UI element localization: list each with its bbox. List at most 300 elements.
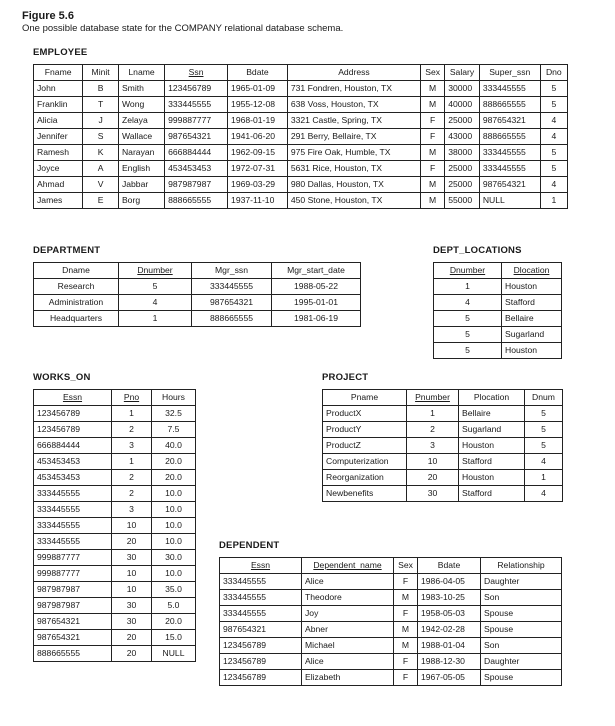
employee-table-title: EMPLOYEE bbox=[33, 47, 88, 58]
table-row bbox=[34, 566, 196, 582]
table-cell: M bbox=[394, 638, 418, 654]
table-cell: 888665555 bbox=[165, 193, 228, 209]
table-row bbox=[34, 177, 568, 193]
table-cell: 2 bbox=[112, 470, 152, 486]
table-cell: Son bbox=[481, 590, 562, 606]
table-row bbox=[34, 161, 568, 177]
column-header: Mgr_ssn bbox=[192, 263, 272, 279]
table-cell: Headquarters bbox=[34, 311, 119, 327]
table-cell: Jennifer bbox=[34, 129, 83, 145]
table-row bbox=[34, 97, 568, 113]
table-cell: 975 Fire Oak, Humble, TX bbox=[287, 145, 420, 161]
column-header: Hours bbox=[152, 390, 196, 406]
table-cell: 5 bbox=[540, 81, 567, 97]
header-row bbox=[323, 390, 563, 406]
table-cell: Joyce bbox=[34, 161, 83, 177]
table-row bbox=[34, 518, 196, 534]
table-cell: 453453453 bbox=[165, 161, 228, 177]
table-cell: F bbox=[394, 606, 418, 622]
table-row bbox=[34, 630, 196, 646]
works-on-table-title: WORKS_ON bbox=[33, 372, 91, 383]
table-cell: 987654321 bbox=[192, 295, 272, 311]
table-cell: 333445555 bbox=[479, 81, 540, 97]
table-cell: Son bbox=[481, 638, 562, 654]
header-row bbox=[34, 263, 361, 279]
table-cell: 333445555 bbox=[34, 534, 112, 550]
table-cell: 3 bbox=[112, 502, 152, 518]
table-cell: NULL bbox=[152, 646, 196, 662]
table-cell: 30000 bbox=[445, 81, 480, 97]
table-cell: 55000 bbox=[445, 193, 480, 209]
table-cell: 1 bbox=[119, 311, 192, 327]
table-cell: T bbox=[83, 97, 119, 113]
table-row bbox=[434, 343, 562, 359]
employee-table bbox=[33, 64, 568, 209]
table-cell: F bbox=[394, 670, 418, 686]
table-cell: 3321 Castle, Spring, TX bbox=[287, 113, 420, 129]
table-cell: Administration bbox=[34, 295, 119, 311]
table-row bbox=[434, 279, 562, 295]
table-cell: 2 bbox=[407, 422, 459, 438]
table-cell: 1968-01-19 bbox=[228, 113, 288, 129]
table-cell: 20 bbox=[112, 646, 152, 662]
table-row bbox=[34, 81, 568, 97]
dept-locations-table bbox=[433, 262, 562, 359]
column-header: Relationship bbox=[481, 558, 562, 574]
table-cell: 35.0 bbox=[152, 582, 196, 598]
table-cell: 987654321 bbox=[34, 630, 112, 646]
table-row bbox=[34, 598, 196, 614]
table-cell: 25000 bbox=[445, 177, 480, 193]
table-row bbox=[220, 670, 562, 686]
table-cell: 1967-05-05 bbox=[418, 670, 481, 686]
column-header: Dlocation bbox=[502, 263, 562, 279]
table-row bbox=[220, 638, 562, 654]
table-cell: 30 bbox=[112, 598, 152, 614]
table-cell: 888665555 bbox=[479, 129, 540, 145]
table-cell: 40000 bbox=[445, 97, 480, 113]
table-cell: Ahmad bbox=[34, 177, 83, 193]
table-row bbox=[220, 606, 562, 622]
table-cell: 1 bbox=[112, 454, 152, 470]
table-cell: M bbox=[421, 81, 445, 97]
table-cell: 123456789 bbox=[220, 670, 302, 686]
table-cell: 10 bbox=[112, 582, 152, 598]
table-cell: 10 bbox=[407, 454, 459, 470]
table-cell: 333445555 bbox=[192, 279, 272, 295]
table-cell: 4 bbox=[434, 295, 502, 311]
table-cell: 333445555 bbox=[220, 574, 302, 590]
table-cell: Theodore bbox=[302, 590, 394, 606]
table-cell: A bbox=[83, 161, 119, 177]
table-cell: 20.0 bbox=[152, 454, 196, 470]
table-cell: 1972-07-31 bbox=[228, 161, 288, 177]
table-cell: Elizabeth bbox=[302, 670, 394, 686]
table-cell: Smith bbox=[118, 81, 164, 97]
table-cell: 987654321 bbox=[220, 622, 302, 638]
header-row bbox=[34, 65, 568, 81]
table-cell: Research bbox=[34, 279, 119, 295]
header-row bbox=[34, 390, 196, 406]
table-cell: 1988-01-04 bbox=[418, 638, 481, 654]
table-cell: 333445555 bbox=[34, 486, 112, 502]
column-header: Minit bbox=[83, 65, 119, 81]
table-cell: 15.0 bbox=[152, 630, 196, 646]
table-cell: Bellaire bbox=[459, 406, 525, 422]
table-cell: Narayan bbox=[118, 145, 164, 161]
table-row bbox=[34, 582, 196, 598]
table-cell: 1955-12-08 bbox=[228, 97, 288, 113]
table-cell: 4 bbox=[119, 295, 192, 311]
table-cell: 1986-04-05 bbox=[418, 574, 481, 590]
table-cell: 20.0 bbox=[152, 470, 196, 486]
table-cell: Spouse bbox=[481, 622, 562, 638]
table-cell: E bbox=[83, 193, 119, 209]
table-cell: 1942-02-28 bbox=[418, 622, 481, 638]
table-row bbox=[220, 590, 562, 606]
table-cell: 25000 bbox=[445, 113, 480, 129]
table-cell: 1937-11-10 bbox=[228, 193, 288, 209]
column-header: Bdate bbox=[228, 65, 288, 81]
department-table-title: DEPARTMENT bbox=[33, 245, 101, 256]
column-header: Lname bbox=[118, 65, 164, 81]
table-cell: 2 bbox=[112, 422, 152, 438]
table-cell: 888665555 bbox=[479, 97, 540, 113]
table-cell: 123456789 bbox=[220, 654, 302, 670]
table-cell: John bbox=[34, 81, 83, 97]
table-cell: 1958-05-03 bbox=[418, 606, 481, 622]
table-cell: 3 bbox=[112, 438, 152, 454]
table-row bbox=[220, 622, 562, 638]
table-cell: 10 bbox=[112, 566, 152, 582]
column-header: Dnum bbox=[525, 390, 563, 406]
table-cell: ProductX bbox=[323, 406, 407, 422]
department-table bbox=[33, 262, 361, 327]
table-cell: 1965-01-09 bbox=[228, 81, 288, 97]
table-cell: 20.0 bbox=[152, 614, 196, 630]
table-row bbox=[434, 295, 562, 311]
table-cell: Franklin bbox=[34, 97, 83, 113]
table-cell: Sugarland bbox=[459, 422, 525, 438]
table-cell: 20 bbox=[112, 630, 152, 646]
table-cell: 4 bbox=[525, 454, 563, 470]
table-row bbox=[34, 646, 196, 662]
table-row bbox=[323, 406, 563, 422]
table-cell: 4 bbox=[540, 129, 567, 145]
table-cell: 5 bbox=[525, 406, 563, 422]
table-cell: 10.0 bbox=[152, 518, 196, 534]
table-cell: 123456789 bbox=[220, 638, 302, 654]
table-cell: 1983-10-25 bbox=[418, 590, 481, 606]
figure-subtitle: One possible database state for the COMPANY relational database schema. bbox=[22, 23, 344, 34]
table-cell: Houston bbox=[502, 343, 562, 359]
table-cell: Stafford bbox=[502, 295, 562, 311]
table-cell: 980 Dallas, Houston, TX bbox=[287, 177, 420, 193]
table-cell: 20 bbox=[112, 534, 152, 550]
table-row bbox=[34, 145, 568, 161]
table-cell: 32.5 bbox=[152, 406, 196, 422]
table-cell: 638 Voss, Houston, TX bbox=[287, 97, 420, 113]
table-cell: Abner bbox=[302, 622, 394, 638]
table-cell: 10.0 bbox=[152, 566, 196, 582]
table-row bbox=[323, 422, 563, 438]
table-cell: Daughter bbox=[481, 654, 562, 670]
table-cell: F bbox=[421, 129, 445, 145]
table-cell: 987654321 bbox=[165, 129, 228, 145]
table-cell: 333445555 bbox=[34, 502, 112, 518]
table-cell: 333445555 bbox=[479, 145, 540, 161]
table-cell: Sugarland bbox=[502, 327, 562, 343]
table-cell: 1941-06-20 bbox=[228, 129, 288, 145]
column-header: Dnumber bbox=[434, 263, 502, 279]
table-cell: 999887777 bbox=[165, 113, 228, 129]
table-cell: Alice bbox=[302, 654, 394, 670]
table-cell: 1 bbox=[112, 406, 152, 422]
table-cell: 5.0 bbox=[152, 598, 196, 614]
table-cell: J bbox=[83, 113, 119, 129]
table-row bbox=[34, 502, 196, 518]
table-cell: 5 bbox=[525, 438, 563, 454]
column-header: Dependent_name bbox=[302, 558, 394, 574]
table-cell: M bbox=[421, 177, 445, 193]
table-cell: 333445555 bbox=[220, 590, 302, 606]
table-cell: 30 bbox=[407, 486, 459, 502]
table-cell: 4 bbox=[540, 113, 567, 129]
table-row bbox=[323, 470, 563, 486]
table-cell: 987654321 bbox=[34, 614, 112, 630]
table-cell: 999887777 bbox=[34, 566, 112, 582]
table-cell: M bbox=[421, 193, 445, 209]
table-cell: NULL bbox=[479, 193, 540, 209]
column-header: Address bbox=[287, 65, 420, 81]
table-row bbox=[323, 454, 563, 470]
column-header: Ssn bbox=[165, 65, 228, 81]
table-cell: 987987987 bbox=[34, 598, 112, 614]
table-cell: M bbox=[394, 590, 418, 606]
table-cell: 987654321 bbox=[479, 177, 540, 193]
table-cell: 3 bbox=[407, 438, 459, 454]
table-cell: 291 Berry, Bellaire, TX bbox=[287, 129, 420, 145]
column-header: Salary bbox=[445, 65, 480, 81]
table-cell: S bbox=[83, 129, 119, 145]
table-cell: Newbenefits bbox=[323, 486, 407, 502]
column-header: Pnumber bbox=[407, 390, 459, 406]
dept-locations-table-title: DEPT_LOCATIONS bbox=[433, 245, 522, 256]
table-row bbox=[34, 422, 196, 438]
table-cell: 5 bbox=[434, 343, 502, 359]
table-row bbox=[34, 295, 361, 311]
table-cell: Spouse bbox=[481, 670, 562, 686]
table-cell: Bellaire bbox=[502, 311, 562, 327]
table-cell: K bbox=[83, 145, 119, 161]
table-cell: 1981-06-19 bbox=[272, 311, 361, 327]
table-cell: Houston bbox=[459, 470, 525, 486]
project-table-title: PROJECT bbox=[322, 372, 369, 383]
table-cell: Borg bbox=[118, 193, 164, 209]
table-cell: Daughter bbox=[481, 574, 562, 590]
table-cell: 987654321 bbox=[479, 113, 540, 129]
table-cell: F bbox=[421, 113, 445, 129]
table-cell: 2 bbox=[112, 486, 152, 502]
table-cell: ProductZ bbox=[323, 438, 407, 454]
table-cell: Wallace bbox=[118, 129, 164, 145]
table-cell: 30 bbox=[112, 550, 152, 566]
table-cell: 10.0 bbox=[152, 486, 196, 502]
table-cell: 5 bbox=[434, 327, 502, 343]
table-cell: 453453453 bbox=[34, 454, 112, 470]
column-header: Mgr_start_date bbox=[272, 263, 361, 279]
table-cell: 1 bbox=[434, 279, 502, 295]
table-cell: Houston bbox=[502, 279, 562, 295]
column-header: Essn bbox=[34, 390, 112, 406]
table-row bbox=[34, 113, 568, 129]
table-cell: 453453453 bbox=[34, 470, 112, 486]
table-row bbox=[34, 279, 361, 295]
table-cell: 5631 Rice, Houston, TX bbox=[287, 161, 420, 177]
table-cell: 25000 bbox=[445, 161, 480, 177]
table-cell: 43000 bbox=[445, 129, 480, 145]
table-cell: 1988-12-30 bbox=[418, 654, 481, 670]
table-cell: 888665555 bbox=[34, 646, 112, 662]
table-cell: Alice bbox=[302, 574, 394, 590]
table-cell: 20 bbox=[407, 470, 459, 486]
table-cell: Reorganization bbox=[323, 470, 407, 486]
column-header: Dno bbox=[540, 65, 567, 81]
table-cell: 987987987 bbox=[34, 582, 112, 598]
table-cell: Stafford bbox=[459, 486, 525, 502]
table-cell: 1995-01-01 bbox=[272, 295, 361, 311]
column-header: Pname bbox=[323, 390, 407, 406]
table-cell: 123456789 bbox=[34, 406, 112, 422]
table-cell: Houston bbox=[459, 438, 525, 454]
table-row bbox=[34, 470, 196, 486]
table-cell: 333445555 bbox=[220, 606, 302, 622]
table-cell: 450 Stone, Houston, TX bbox=[287, 193, 420, 209]
column-header: Essn bbox=[220, 558, 302, 574]
table-row bbox=[34, 614, 196, 630]
table-row bbox=[34, 534, 196, 550]
table-cell: 10.0 bbox=[152, 534, 196, 550]
table-cell: Alicia bbox=[34, 113, 83, 129]
works-on-table bbox=[33, 389, 196, 662]
table-cell: 666884444 bbox=[165, 145, 228, 161]
table-cell: 666884444 bbox=[34, 438, 112, 454]
table-cell: 1962-09-15 bbox=[228, 145, 288, 161]
table-cell: 4 bbox=[540, 177, 567, 193]
column-header: Fname bbox=[34, 65, 83, 81]
column-header: Sex bbox=[394, 558, 418, 574]
table-row bbox=[220, 654, 562, 670]
table-cell: 4 bbox=[525, 486, 563, 502]
table-cell: 30.0 bbox=[152, 550, 196, 566]
table-cell: 7.5 bbox=[152, 422, 196, 438]
table-row bbox=[34, 406, 196, 422]
table-cell: 30 bbox=[112, 614, 152, 630]
table-cell: James bbox=[34, 193, 83, 209]
table-cell: Ramesh bbox=[34, 145, 83, 161]
table-cell: Stafford bbox=[459, 454, 525, 470]
dependent-table bbox=[219, 557, 562, 686]
table-cell: 5 bbox=[540, 161, 567, 177]
table-cell: Computerization bbox=[323, 454, 407, 470]
table-cell: Zelaya bbox=[118, 113, 164, 129]
table-cell: 888665555 bbox=[192, 311, 272, 327]
table-row bbox=[34, 486, 196, 502]
table-cell: ProductY bbox=[323, 422, 407, 438]
table-cell: 123456789 bbox=[165, 81, 228, 97]
table-cell: 1 bbox=[540, 193, 567, 209]
column-header: Sex bbox=[421, 65, 445, 81]
table-row bbox=[34, 129, 568, 145]
table-cell: Joy bbox=[302, 606, 394, 622]
table-cell: F bbox=[394, 654, 418, 670]
table-row bbox=[434, 327, 562, 343]
table-cell: 10 bbox=[112, 518, 152, 534]
column-header: Plocation bbox=[459, 390, 525, 406]
table-cell: 5 bbox=[540, 145, 567, 161]
figure-title: Figure 5.6 bbox=[22, 10, 74, 22]
table-cell: M bbox=[394, 622, 418, 638]
table-row bbox=[34, 438, 196, 454]
figure-caption bbox=[22, 10, 343, 34]
table-cell: 731 Fondren, Houston, TX bbox=[287, 81, 420, 97]
table-cell: 40.0 bbox=[152, 438, 196, 454]
column-header: Super_ssn bbox=[479, 65, 540, 81]
table-cell: F bbox=[421, 161, 445, 177]
table-row bbox=[34, 550, 196, 566]
table-cell: Michael bbox=[302, 638, 394, 654]
table-row bbox=[434, 311, 562, 327]
table-cell: 5 bbox=[540, 97, 567, 113]
table-cell: V bbox=[83, 177, 119, 193]
table-cell: 333445555 bbox=[34, 518, 112, 534]
column-header: Dname bbox=[34, 263, 119, 279]
table-cell: 333445555 bbox=[165, 97, 228, 113]
column-header: Dnumber bbox=[119, 263, 192, 279]
table-cell: B bbox=[83, 81, 119, 97]
table-cell: Jabbar bbox=[118, 177, 164, 193]
table-cell: 1 bbox=[407, 406, 459, 422]
table-cell: 10.0 bbox=[152, 502, 196, 518]
dependent-table-title: DEPENDENT bbox=[219, 540, 280, 551]
table-row bbox=[220, 574, 562, 590]
table-cell: Spouse bbox=[481, 606, 562, 622]
table-cell: 1969-03-29 bbox=[228, 177, 288, 193]
table-cell: 5 bbox=[119, 279, 192, 295]
table-cell: English bbox=[118, 161, 164, 177]
table-row bbox=[323, 438, 563, 454]
table-cell: 5 bbox=[525, 422, 563, 438]
table-row bbox=[34, 454, 196, 470]
column-header: Bdate bbox=[418, 558, 481, 574]
header-row bbox=[220, 558, 562, 574]
table-cell: 5 bbox=[434, 311, 502, 327]
table-cell: 333445555 bbox=[479, 161, 540, 177]
table-cell: 1 bbox=[525, 470, 563, 486]
table-cell: M bbox=[421, 97, 445, 113]
header-row bbox=[434, 263, 562, 279]
table-cell: 38000 bbox=[445, 145, 480, 161]
table-row bbox=[323, 486, 563, 502]
table-cell: Wong bbox=[118, 97, 164, 113]
project-table bbox=[322, 389, 563, 502]
table-cell: 123456789 bbox=[34, 422, 112, 438]
table-row bbox=[34, 311, 361, 327]
table-cell: 1988-05-22 bbox=[272, 279, 361, 295]
table-cell: 999887777 bbox=[34, 550, 112, 566]
table-cell: 987987987 bbox=[165, 177, 228, 193]
table-cell: F bbox=[394, 574, 418, 590]
